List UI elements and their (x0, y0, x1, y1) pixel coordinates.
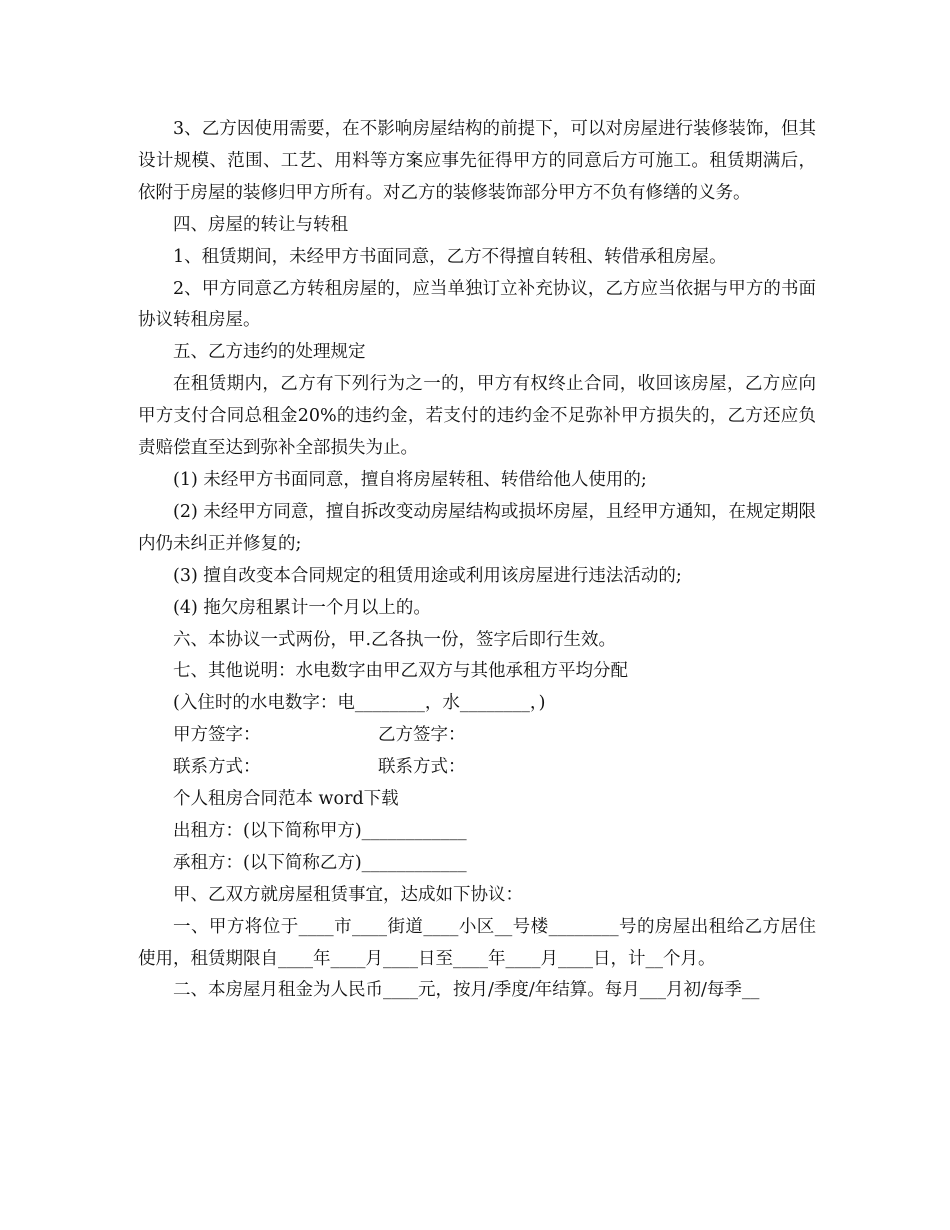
paragraph-other-notes: 七、其他说明：水电数字由甲乙双方与其他承租方平均分配 (173, 661, 628, 682)
paragraph-transfer-clause-1: 1、租赁期间，未经甲方书面同意，乙方不得擅自转租、转借承租房屋。 (173, 246, 727, 267)
paragraph-breach-intro: 在租赁期内，乙方有下列行为之一的，甲方有权终止合同，收回该房屋，乙方应向甲方支付合同总租金20%的违约金，若支付的违约金不足弥补甲方损失的，乙方还应负责赔偿直至达到弥补全部损失为止。 (138, 374, 816, 459)
signature-row (138, 720, 816, 752)
contract-title: 个人租房合同范本 word下载 (173, 789, 399, 810)
section-heading-breach: 五、乙方违约的处理规定 (173, 342, 366, 363)
party-b-signature-label: 乙方签字： (378, 725, 466, 746)
paragraph-decoration-clause: 3、乙方因使用需要，在不影响房屋结构的前提下，可以对房屋进行装修装饰，但其设计规模、范围、工艺、用料等方案应事先征得甲方的同意后方可施工。租赁期满后，依附于房屋的装修归甲方所有。对乙方的装修装饰部分甲方不负有修缮的义务。 (138, 119, 816, 203)
lessee-line: 承租方：(以下简称乙方)____________ (173, 852, 467, 873)
clause-rent-amount: 二、本房屋月租金为人民币____元，按月/季度/年结算。每月___月初/每季__ (173, 980, 760, 1001)
document-body (138, 114, 816, 1007)
paragraph-meter-readings: (入住时的水电数字：电________，水________，) (173, 693, 546, 714)
list-item-breach-3: (3) 擅自改变本合同规定的租赁用途或利用该房屋进行违法活动的; (173, 565, 682, 586)
clause-property-location: 一、甲方将位于____市____街道____小区__号楼________号的房屋出租给乙方居住使用，租赁期限自____年____月____日至____年____月____日，计__个月。 (138, 916, 816, 969)
agreement-intro: 甲、乙双方就房屋租赁事宜，达成如下协议： (173, 884, 523, 905)
lessor-line: 出租方：(以下简称甲方)____________ (173, 820, 467, 841)
party-a-signature-label: 甲方签字： (173, 725, 261, 746)
paragraph-transfer-clause-2: 2、甲方同意乙方转租房屋的，应当单独订立补充协议，乙方应当依据与甲方的书面协议转租房屋。 (138, 278, 816, 331)
list-item-breach-1: (1) 未经甲方书面同意，擅自将房屋转租、转借给他人使用的; (173, 469, 647, 490)
party-a-contact-label: 联系方式： (173, 757, 261, 778)
contact-row (138, 752, 816, 784)
paragraph-copies: 六、本协议一式两份，甲.乙各执一份，签字后即行生效。 (173, 629, 617, 650)
party-b-contact-label: 联系方式： (378, 757, 466, 778)
list-item-breach-2: (2) 未经甲方同意，擅自拆改变动房屋结构或损坏房屋，且经甲方通知，在规定期限内仍未纠正并修复的; (138, 501, 816, 554)
section-heading-transfer: 四、房屋的转让与转租 (173, 214, 348, 235)
list-item-breach-4: (4) 拖欠房租累计一个月以上的。 (173, 597, 431, 618)
